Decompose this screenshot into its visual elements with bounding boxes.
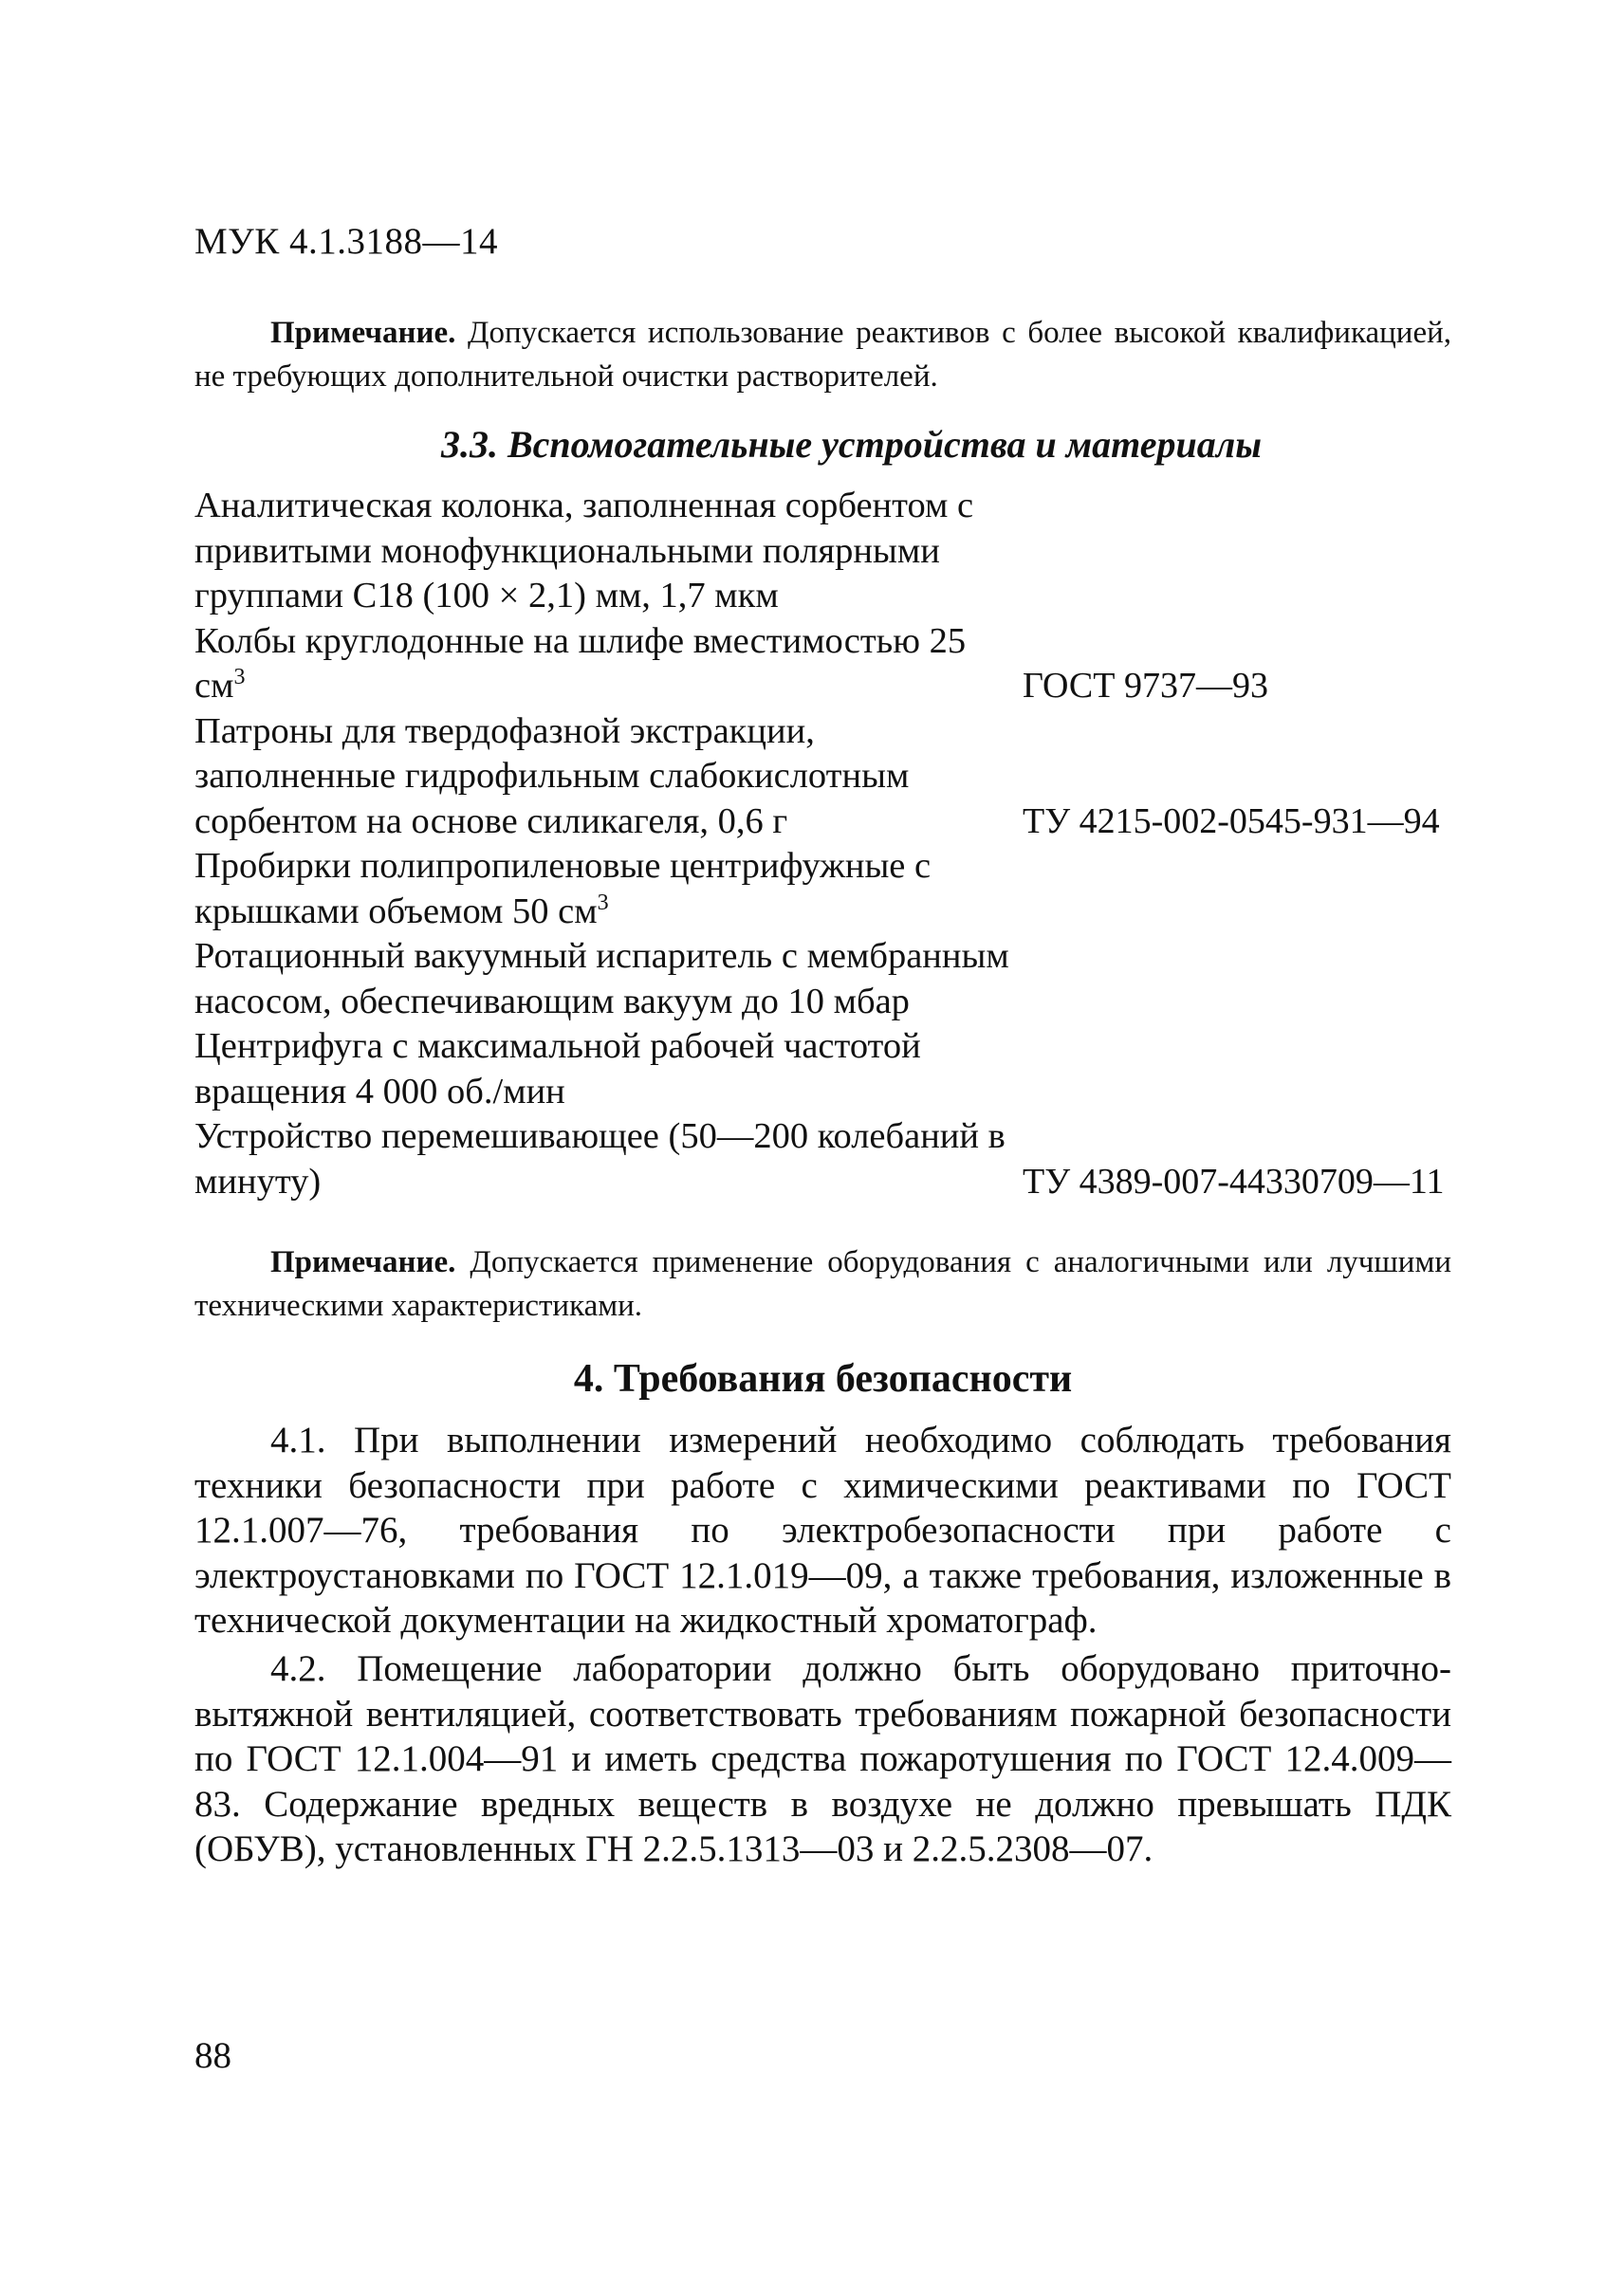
equipment-description: Центрифуга с максимальной рабочей частотой вращения 4 000 об./мин — [194, 1026, 921, 1111]
equipment-description-text: Пробирки полипропиленовые центрифужные с крышками объемом 50 см — [194, 846, 932, 931]
paragraph-4-1: 4.1. При выполнении измерений необходимо соблюдать требования техники безопасности при работе с химическими реактивами по ГОСТ 12.1.007—76, требования по электробезопасности при работе с электроустановками по ГОСТ 12.1.019—09, а также требования, изложенные в технической документации на жидкостный хроматограф. — [194, 1420, 1451, 1641]
section-title: 4. Требования безопасности — [573, 1357, 1073, 1401]
note-text: Допускается применение оборудования с аналогичными или лучшими техническими характеристиками. — [194, 1245, 1451, 1323]
equipment-row — [194, 934, 1466, 1024]
equipment-description: Устройство перемешивающее (50—200 колебаний в минуту) — [194, 1116, 1006, 1202]
equipment-description: Ротационный вакуумный испаритель с мембранным насосом, обеспечивающим вакуум до 10 мбар — [194, 936, 1009, 1021]
equipment-spec: ТУ 4389-007-44330709—11 — [1023, 1161, 1445, 1202]
equipment-spec: ГОСТ 9737—93 — [1023, 666, 1268, 706]
note-label: Примечание. — [270, 316, 456, 350]
equipment-description — [194, 844, 1015, 934]
page-number: 88 — [194, 2035, 231, 2076]
equipment-row — [194, 844, 1466, 934]
paragraph-4-2: 4.2. Помещение лаборатории должно быть оборудовано приточно-вытяжной вентиляцией, соответствовать требованиям пожарной безопасности по ГОСТ 12.1.004—91 и иметь средства пожаротушения по ГОСТ 12.4.009—83. Содержание вредных веществ в воздухе не должно превышать ПДК (ОБУВ), установленных ГН 2.2.5.1313—03 и 2.2.5.2308—07. — [194, 1648, 1451, 1869]
note-text: Допускается использование реактивов с более высокой квалификацией, не требующих дополнительной очистки растворителей. — [194, 316, 1451, 394]
note-equipment — [194, 1240, 1451, 1328]
equipment-list — [194, 484, 1466, 1204]
document-header-code: МУК 4.1.3188—14 — [194, 221, 499, 262]
equipment-description: Патроны для твердофазной экстракции, заполненные гидрофильным слабокислотным сорбентом на основе силикагеля, 0,6 г — [194, 710, 910, 841]
equipment-row — [194, 619, 1466, 709]
equipment-spec: ТУ 4215-002-0545-931—94 — [1023, 800, 1440, 841]
equipment-row — [194, 709, 1466, 845]
equipment-description — [194, 619, 1015, 709]
equipment-row — [194, 484, 1466, 619]
note-label: Примечание. — [270, 1245, 456, 1279]
equipment-description: Аналитическая колонка, заполненная сорбентом с привитыми монофункциональными полярными группами С18 (100 × 2,1) мм, 1,7 мкм — [194, 486, 974, 615]
subsection-title: 3.3. Вспомогательные устройства и материалы — [440, 423, 1263, 466]
superscript: 3 — [233, 665, 246, 690]
equipment-row — [194, 1024, 1466, 1114]
equipment-row — [194, 1114, 1466, 1204]
note-reagents — [194, 311, 1451, 398]
equipment-description-text: Колбы круглодонные на шлифе вместимостью 25 см — [194, 620, 967, 706]
superscript: 3 — [597, 890, 609, 915]
